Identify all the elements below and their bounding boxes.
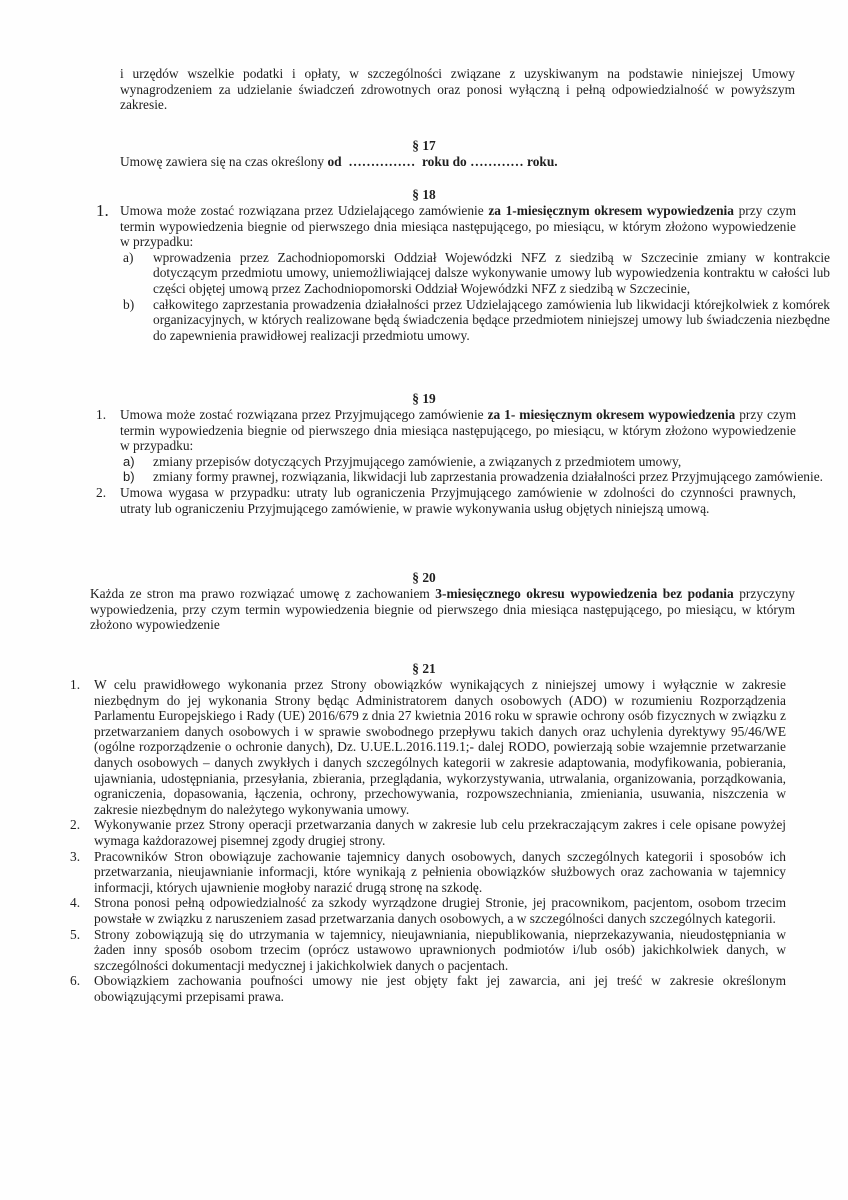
- item-text: W celu prawidłowego wykonania przez Strony obowiązków wynikających z niniejszej umowy i wyłącznie w zakresie niezbędnym do jej wykonania Strony będąc Administratorem danych osobowych (ADO) w rozumieniu Rozporządzenia Parlamentu Europejskiego i Rady (UE) 2016/679 z dnia 27 kwietnia 2016 roku w sprawie ochrony osób fizycznych w związku z przetwarzaniem danych osobowych i w sprawie swobodnego przepływu takich danych oraz uchylenia dyrektywy 95/46/WE (ogólne rozporządzenie o ochronie danych), Dz. U.UE.L.2016.119.1;- dalej RODO, powierzają sobie wzajemnie przetwarzanie danych osobowych – danych zwykłych i danych szczególnych kategorii w zakresie adaptowania, modyfikowania, pobierania, ujawniania, udostępniania, przesyłania, zbierania, przeglądania, wykorzystywania, utrwalania, organizowania, porządkowania, ograniczenia, dopasowania, łączenia, ochrony, przechowywania, rozpowszechniania, zmieniania, usuwania, niszczenia w zakresie niezbędnym do należytego wykonywania umowy.: [94, 677, 786, 817]
- section-17-dates: od …………… roku do ………… roku.: [327, 154, 558, 169]
- item-number: 3.: [70, 848, 81, 864]
- item-text: Obowiązkiem zachowania poufności umowy nie jest objęty fakt jej zawarcia, ani jej treść w zakresie określonym obowiązującymi przepisami prawa.: [94, 973, 786, 1004]
- section-21-list: [70, 677, 786, 1004]
- subitem-text: wprowadzenia przez Zachodniopomorski Oddział Wojewódzki NFZ z siedzibą w Szczecinie zmiany w kontrakcie dotyczącym przedmiotu umowy, uniemożliwiającej dalsze wykonywanie umowy lub wypowiedzenia kontraktu w całości lub części objętej umową przez Zachodniopomorski Oddział Wojewódzki NFZ z siedzibą w Szczecinie,: [153, 249, 830, 296]
- subitem-text: zmiany formy prawnej, rozwiązania, likwidacji lub zaprzestania prowadzenia działalności przez Przyjmującego zamówienie.: [153, 469, 823, 485]
- item-number: 5.: [70, 926, 81, 942]
- intro-text: i urzędów wszelkie podatki i opłaty, w szczególności związane z uzyskiwanym na podstawie niniejszej Umowy wynagrodzeniem za udzielanie świadczeń zdrowotnych oraz ponosi wyłączną i pełną odpowiedzialność w powyższym zakresie.: [120, 66, 795, 113]
- item-text: Umowa wygasa w przypadku: utraty lub ograniczenia Przyjmującego zamówienie w zdolności do czynności prawnych, utraty lub ograniczeniu Przyjmującego zamówienie, w prawie wykonywania usług objętych niniejszą umową.: [120, 484, 796, 516]
- section-18-item-1: [96, 201, 830, 343]
- item-text: Strony zobowiązują się do utrzymania w tajemnicy, nieujawniania, niepublikowania, nieprzekazywania, nieudostępniania w żaden inny sposób osobom trzecim (oprócz ustawowo uprawnionych podmiotów i/lub osób) jakichkolwiek danych, w szczególności dokumentacji medycznej i jakichkolwiek danych o pacjentach.: [94, 926, 786, 973]
- item-number: 6.: [70, 973, 81, 989]
- section-17-paragraph: [120, 154, 795, 170]
- intro-paragraph: [120, 66, 795, 113]
- section-21-item-6: [70, 973, 786, 1004]
- subitem-text: zmiany przepisów dotyczących Przyjmującego zamówienie, a związanych z przedmiotem umowy,: [153, 453, 682, 469]
- section-17-text: Umowę zawiera się na czas określony: [120, 154, 328, 169]
- section-18-list: [96, 201, 830, 343]
- item-text: Umowa może zostać rozwiązana przez Udzielającego zamówienie za 1-miesięcznym okresem wypowiedzenia przy czym termin wypowiedzenia biegnie od pierwszego dnia miesiąca następującego, po miesiącu, w którym złożono wypowiedzenie w przypadku:: [120, 203, 796, 250]
- item-number: 2.: [70, 817, 81, 833]
- section-21-item-5: [70, 927, 786, 974]
- subitem-marker: a): [123, 453, 135, 469]
- item-text: Wykonywanie przez Strony operacji przetwarzania danych w zakresie lub celu przekraczającym zakres i cele opisane powyżej wymaga każdorazowej pisemnej zgody drugiej strony.: [94, 817, 786, 848]
- section-19-list: [96, 407, 823, 516]
- section-18-subitem-b: [123, 297, 830, 344]
- subitem-marker: b): [123, 469, 135, 485]
- section-21-item-1: [70, 677, 786, 817]
- subitem-marker: a): [123, 249, 134, 265]
- item-number: 1.: [70, 677, 81, 692]
- notice-period-bold: za 1-miesięcznym okresem wypowiedzenia: [488, 203, 734, 218]
- item-number: 1.: [96, 407, 107, 422]
- item-text: Umowa może zostać rozwiązana przez Przyjmującego zamówienie za 1- miesięcznym okresem wypowiedzenia przy czym termin wypowiedzenia biegnie od pierwszego dnia miesiąca następującego, po miesiącu, w którym złożono wypowiedzenie w przypadku:: [120, 407, 796, 454]
- item-number: 1.: [96, 201, 109, 220]
- section-18-heading: § 18: [412, 187, 436, 202]
- section-19-item-2: [96, 485, 796, 516]
- section-19-item-1: [96, 407, 823, 485]
- notice-period-bold: 3-miesięcznego okresu wypowiedzenia bez podania: [435, 586, 734, 601]
- item-number: 2.: [96, 484, 107, 500]
- section-21-heading: § 21: [412, 661, 436, 676]
- item-number: 4.: [70, 895, 81, 911]
- section-20-paragraph: Każda ze stron ma prawo rozwiązać umowę z zachowaniem 3-miesięcznego okresu wypowiedzenia bez podania przyczyny wypowiedzenia, przy czym termin wypowiedzenia biegnie od pierwszego dnia miesiąca następującego, po miesiącu, w którym złożono wypowiedzenie: [90, 586, 795, 633]
- section-17-heading: § 17: [412, 138, 436, 153]
- section-21-item-4: [70, 895, 786, 926]
- item-text: Strona ponosi pełną odpowiedzialność za szkody wyrządzone drugiej Stronie, jej pracownikom, pacjentom, osobom trzecim powstałe w związku z naruszeniem zasad przetwarzania danych osobowych, a w szczególności danych szczególnych kategorii.: [94, 895, 786, 926]
- section-18-subitem-a: [123, 250, 830, 297]
- section-20-heading: § 20: [412, 570, 436, 585]
- notice-period-bold: za 1- miesięcznym okresem wypowiedzenia: [487, 407, 736, 422]
- section-19-subitem-a: [123, 454, 830, 470]
- section-19-subitem-b: [123, 469, 830, 485]
- section-19-heading: § 19: [412, 391, 436, 406]
- section-21-item-2: [70, 817, 786, 848]
- subitem-text: całkowitego zaprzestania prowadzenia działalności przez Udzielającego zamówienia lub likwidacji którejkolwiek z komórek organizacyjnych, w których realizowane będą świadczenia będące przedmiotem niniejszej umowy lub świadczenia niezbędne do zapewnienia prawidłowej realizacji przedmiotu umowy.: [153, 296, 830, 343]
- item-text: Pracowników Stron obowiązuje zachowanie tajemnicy danych osobowych, danych szczególnych kategorii i sposobów ich przetwarzania, nieujawnianie informacji, które wynikają z pełnienia obowiązków służbowych oraz zachowania w tajemnicy informacji, których ujawnienie mogłoby narazić drugą stronę na szkodę.: [94, 848, 786, 895]
- section-21-item-3: [70, 849, 786, 896]
- subitem-marker: b): [123, 296, 135, 312]
